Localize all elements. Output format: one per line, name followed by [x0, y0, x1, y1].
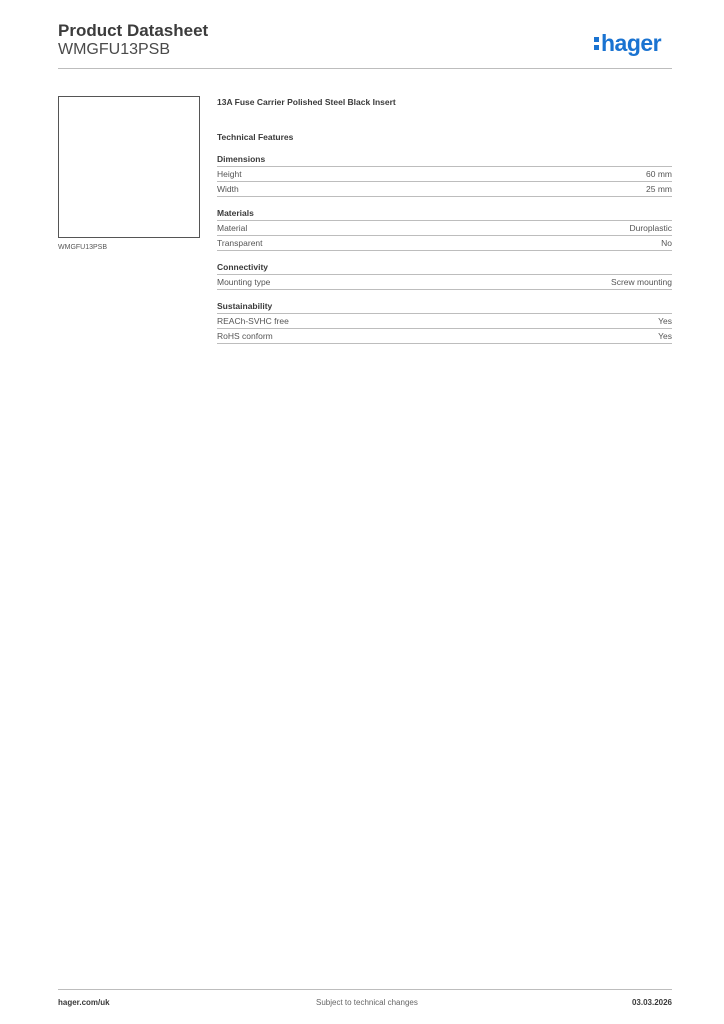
hager-logo	[594, 30, 661, 56]
technical-features-title: Technical Features	[217, 132, 294, 142]
spec-label: RoHS conform	[217, 331, 273, 341]
logo-colon-mark	[594, 35, 599, 51]
logo-text: hager	[601, 29, 662, 56]
spec-row-width	[217, 182, 672, 197]
spec-label: Width	[217, 184, 239, 194]
product-image-caption: WMGFU13PSB	[58, 244, 108, 251]
section-title: Materials	[217, 207, 672, 221]
spec-label: Transparent	[217, 238, 263, 248]
spec-row-transparent	[217, 236, 672, 251]
spec-label: Material	[217, 223, 248, 233]
footer-divider	[58, 989, 672, 990]
section-materials	[217, 207, 672, 251]
footer-website: hager.com/uk	[58, 998, 110, 1007]
section-connectivity	[217, 261, 672, 290]
page-title: Product Datasheet	[58, 21, 209, 40]
spec-value: Screw mounting	[611, 277, 672, 287]
spec-row-rohs	[217, 329, 672, 344]
spec-row-mounting-type	[217, 275, 672, 290]
spec-label: Mounting type	[217, 277, 271, 287]
header-divider	[58, 68, 672, 69]
spec-value: Yes	[658, 331, 672, 341]
footer-notice: Subject to technical changes	[316, 998, 418, 1007]
spec-value: Duroplastic	[629, 223, 672, 233]
spec-value: 60 mm	[646, 169, 672, 179]
product-details	[217, 96, 672, 354]
spec-label: REACh-SVHC free	[217, 316, 289, 326]
spec-value: No	[661, 238, 672, 248]
section-dimensions	[217, 153, 672, 197]
spec-row-reach	[217, 314, 672, 329]
spec-value: Yes	[658, 316, 672, 326]
section-title: Connectivity	[217, 261, 672, 275]
product-image-placeholder	[58, 96, 200, 238]
spec-value: 25 mm	[646, 184, 672, 194]
spec-label: Height	[217, 169, 242, 179]
spec-row-material	[217, 221, 672, 236]
footer-date: 03.03.2026	[631, 998, 672, 1007]
section-title: Dimensions	[217, 153, 672, 167]
section-title: Sustainability	[217, 300, 672, 314]
spec-row-height	[217, 167, 672, 182]
section-sustainability	[217, 300, 672, 344]
product-name: 13A Fuse Carrier Polished Steel Black Insert	[217, 97, 396, 107]
product-code: WMGFU13PSB	[58, 41, 171, 58]
